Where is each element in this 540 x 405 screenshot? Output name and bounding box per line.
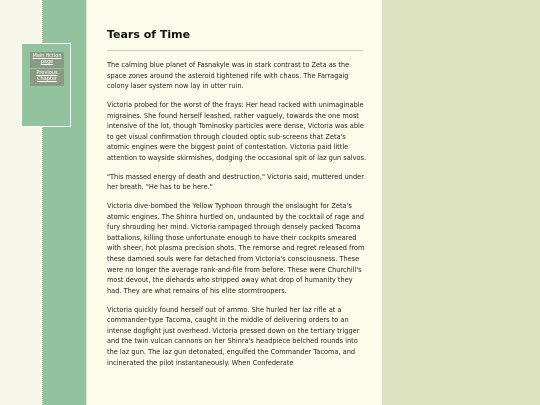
nav-box bbox=[21, 43, 71, 127]
previous-chapter-link[interactable]: Previous Chapter bbox=[30, 69, 64, 86]
story-paragraph: Victoria probed for the worst of the frays: Her head racked with unimaginable migraines. She found herself leashed, rather vaguely, towards the one most intensive of the lot, though Tominosky particles were dense, Victoria was able to get visual confirmation through clouded optic sub-screens that Zeta's atomic engines were the biggest point of contestation. Victoria paid little attention to wayside skirmishes, dodging the occasional spit of laz gun salvos. bbox=[107, 100, 367, 162]
story-body bbox=[107, 60, 367, 376]
story-paragraph: The calming blue planet of Fasnakyle was in stark contrast to Zeta as the space zones around the asteroid tightened rife with chaos. The Farragaig colony laser system now lay in utter ruin. bbox=[107, 61, 350, 91]
right-background bbox=[382, 0, 540, 405]
story-paragraph: Victoria dive-bombed the Yellow Typhoon through the onslaught for Zeta's atomic engines. The Shinra hurtled on, undaunted by the cocktail of rage and fury shrouding her mind. Victoria rampaged through densely packed Tacoma battalions, killing those unfortunate enough to have their cockpits smeared with sheer, hot plasma precision shots. The remorse and regret released from these damned souls were far detached from Victoria's consciousness. These were no longer the average rank-and-file from before. These were Churchill's most devout, the diehards who stripped away what drop of humanity they had. They are what remains of his elite stormtroopers. bbox=[107, 202, 365, 295]
main-fiction-page-link[interactable]: Main fiction page bbox=[30, 52, 64, 68]
story-paragraph: Victoria quickly found herself out of ammo. She hurled her laz rifle at a commander-type Tacoma, caught in the middle of delivering orders to an intense dogfight just overhead. Victoria pressed down on the tertiary trigger and the twin vulcan cannons on her Shinra's headpiece belched rounds into the laz gun. The laz gun detonated, engulfed the Commander Tacoma, and incinerated the pilot instantaneously. When Confederate bbox=[107, 305, 360, 367]
title-divider bbox=[107, 50, 363, 51]
story-paragraph: "This massed energy of death and destruction," Victoria said, muttered under her breath. "He has to be here." bbox=[107, 172, 364, 192]
story-title: Tears of Time bbox=[107, 28, 191, 41]
